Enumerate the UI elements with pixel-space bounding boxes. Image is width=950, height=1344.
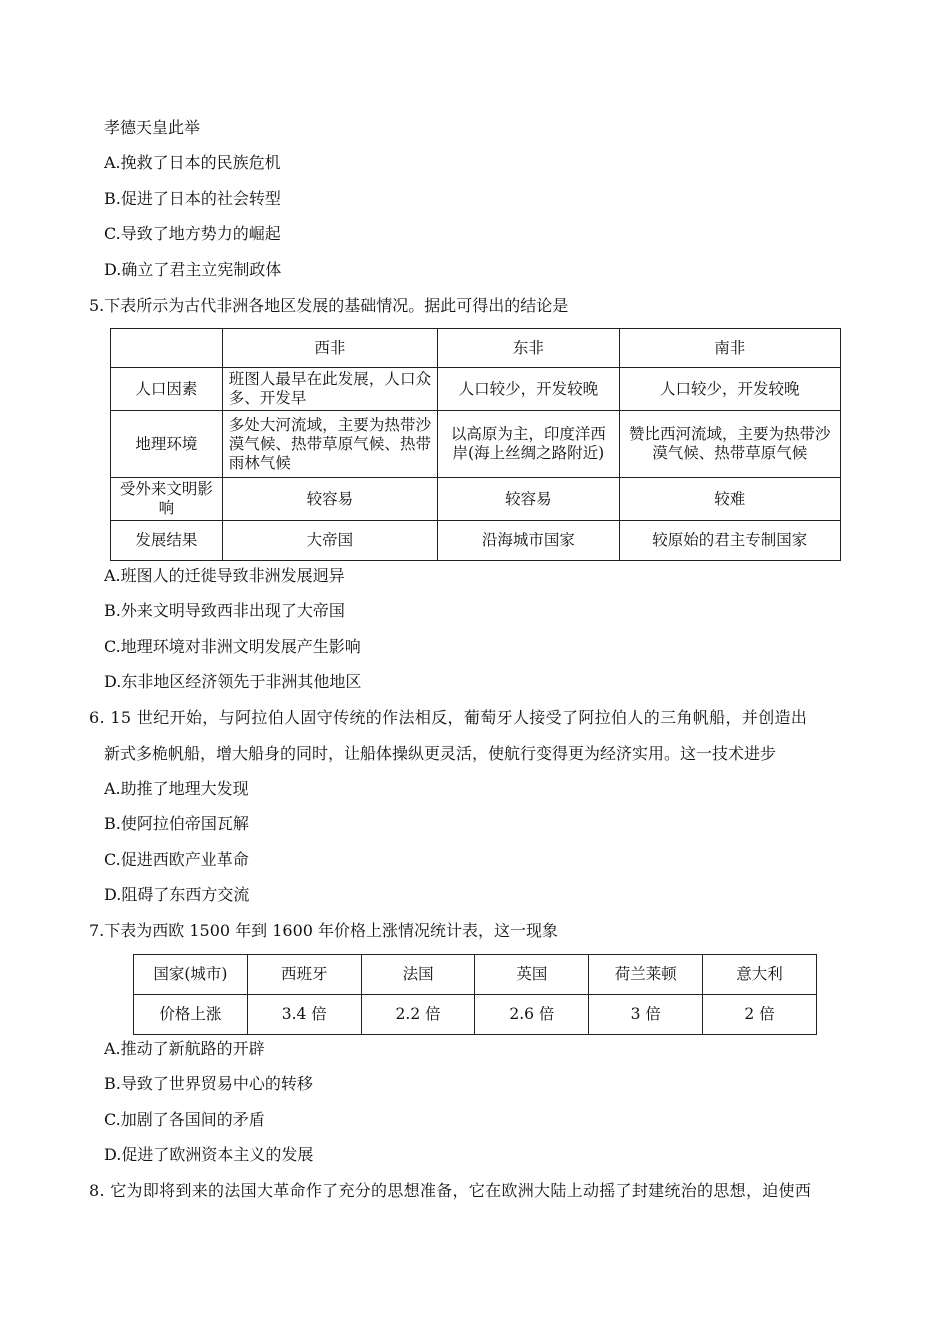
question-6-stem-line-1: 6. 15 世纪开始，与阿拉伯人固守传统的作法相反，葡萄牙人接受了阿拉伯人的三角帆船，并创造出 [89,708,808,727]
q5-option-c: C.地理环境对非洲文明发展产生影响 [104,637,361,656]
q5-option-a: A.班图人的迁徙导致非洲发展迥异 [104,566,345,585]
header-cell: 南非 [619,329,840,368]
table-header-row [111,329,841,368]
table-row [111,368,841,411]
q4-option-d: D.确立了君主立宪制政体 [104,260,282,279]
question-5-stem: 5.下表所示为古代非洲各地区发展的基础情况。据此可得出的结论是 [89,296,569,315]
table-row [134,995,817,1035]
header-cell: 英国 [475,955,589,995]
table-header-row [134,955,817,995]
q5-option-b: B.外来文明导致西非出现了大帝国 [104,601,345,620]
table-cell: 人口较少，开发较晚 [438,368,620,411]
q4-option-c: C.导致了地方势力的崛起 [104,224,281,243]
q4-option-a: A.挽救了日本的民族危机 [104,153,281,172]
table-row [111,411,841,478]
table-cell: 人口较少，开发较晚 [619,368,840,411]
header-cell: 意大利 [703,955,817,995]
question-7-stem: 7.下表为西欧 1500 年到 1600 年价格上涨情况统计表，这一现象 [89,921,559,940]
q4-option-b: B.促进了日本的社会转型 [104,189,281,208]
table-cell: 较容易 [222,478,437,521]
header-cell: 法国 [361,955,475,995]
table-cell: 沿海城市国家 [438,521,620,561]
table-cell: 3.4 倍 [247,995,361,1035]
header-cell: 西非 [222,329,437,368]
q7-option-a: A.推动了新航路的开辟 [104,1039,265,1058]
table-cell: 赞比西河流域，主要为热带沙漠气候、热带草原气候 [619,411,840,478]
question-4-tail: 孝德天皇此举 [104,118,201,137]
question-6-stem-line-2: 新式多桅帆船，增大船身的同时，让船体操纵更灵活，使航行变得更为经济实用。这一技术进步 [104,744,777,763]
africa-development-table [110,328,841,561]
q6-option-d: D.阻碍了东西方交流 [104,885,250,904]
table-cell: 2.2 倍 [361,995,475,1035]
row-label: 受外来文明影响 [111,478,223,521]
q7-option-b: B.导致了世界贸易中心的转移 [104,1074,313,1093]
row-label: 人口因素 [111,368,223,411]
table-cell: 多处大河流域，主要为热带沙漠气候、热带草原气候、热带雨林气候 [222,411,437,478]
table-row [111,521,841,561]
q5-option-d: D.东非地区经济领先于非洲其他地区 [104,672,362,691]
table-cell: 班图人最早在此发展，人口众多、开发早 [222,368,437,411]
row-label: 地理环境 [111,411,223,478]
header-cell [111,329,223,368]
table-cell: 较难 [619,478,840,521]
table-cell: 以高原为主，印度洋西岸(海上丝绸之路附近) [438,411,620,478]
table-cell: 3 倍 [589,995,703,1035]
header-cell: 荷兰莱顿 [589,955,703,995]
q6-option-c: C.促进西欧产业革命 [104,850,249,869]
table-cell: 较容易 [438,478,620,521]
table-cell: 2 倍 [703,995,817,1035]
q7-option-c: C.加剧了各国间的矛盾 [104,1110,265,1129]
q7-option-d: D.促进了欧洲资本主义的发展 [104,1145,314,1164]
q6-option-b: B.使阿拉伯帝国瓦解 [104,814,249,833]
header-cell: 东非 [438,329,620,368]
question-8-stem-line-1: 8. 它为即将到来的法国大革命作了充分的思想准备，它在欧洲大陆上动摇了封建统治的思想，迫使西 [89,1181,812,1200]
table-cell: 大帝国 [222,521,437,561]
header-cell: 西班牙 [247,955,361,995]
table-cell: 2.6 倍 [475,995,589,1035]
table-cell: 较原始的君主专制国家 [619,521,840,561]
table-row [111,478,841,521]
row-label: 价格上涨 [134,995,248,1035]
row-label: 发展结果 [111,521,223,561]
q6-option-a: A.助推了地理大发现 [104,779,249,798]
header-cell: 国家(城市) [134,955,248,995]
price-increase-table [133,954,817,1035]
